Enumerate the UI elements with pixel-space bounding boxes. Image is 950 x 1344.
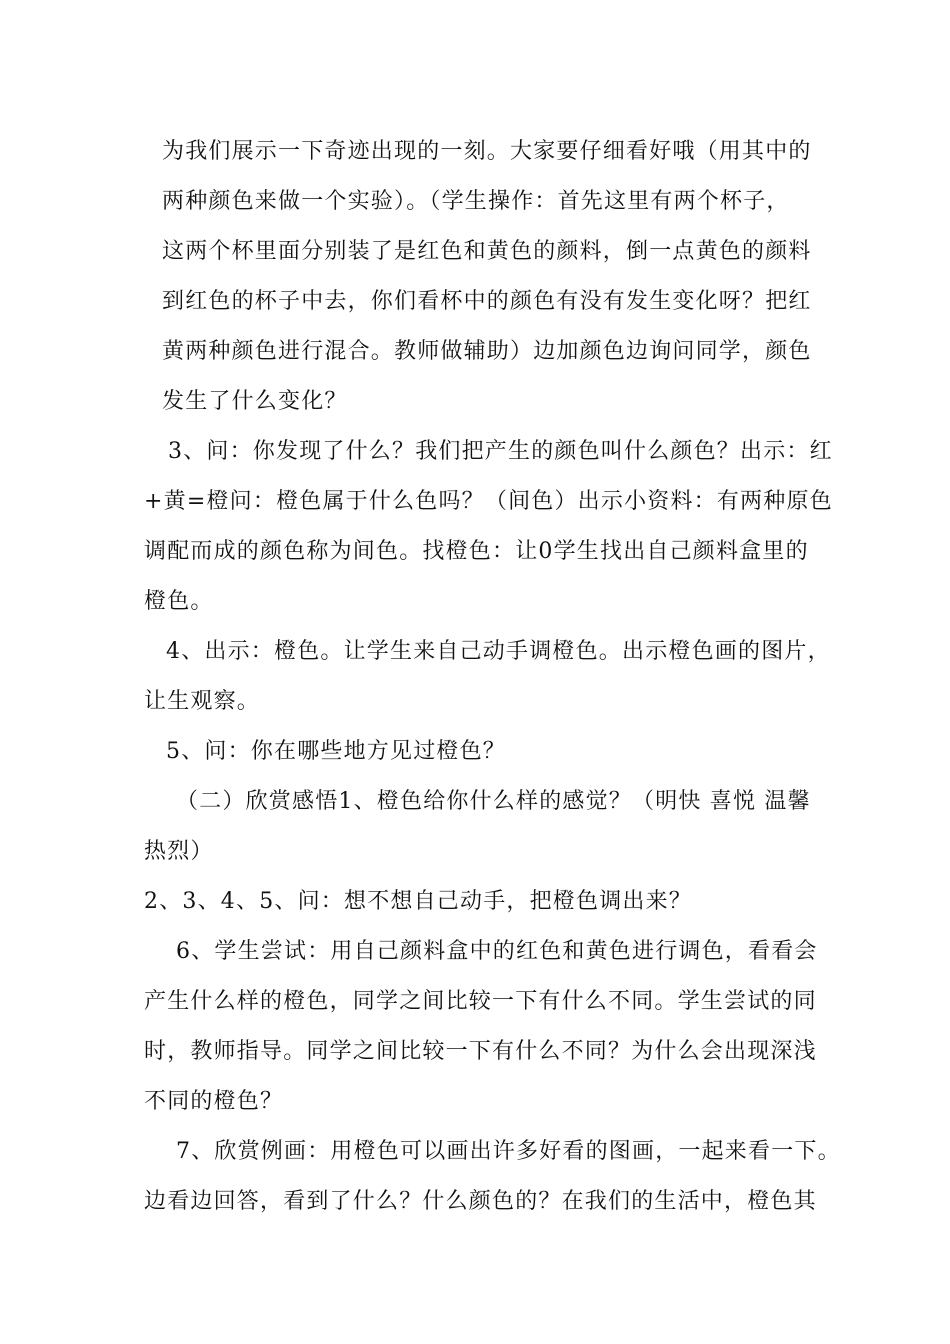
text-line: 7、欣赏例画：用橙色可以画出许多好看的图画，一起来看一下。	[176, 1139, 841, 1164]
text-line: +黄=橙问：橙色属于什么色吗？（间色）出示小资料：有两种原色	[144, 489, 833, 514]
text-line: 时，教师指导。同学之间比较一下有什么不同？为什么会出现深浅	[144, 1039, 817, 1064]
text-line: 让生观察。	[144, 689, 261, 714]
text-line: （二）欣赏感悟1、橙色给你什么样的感觉？（明快 喜悦 温馨	[176, 789, 811, 814]
text-line: 调配而成的颜色称为间色。找橙色：让0学生找出自己颜料盒里的	[144, 539, 809, 564]
text-line: 这两个杯里面分别装了是红色和黄色的颜料，倒一点黄色的颜料	[162, 239, 812, 264]
text-line: 为我们展示一下奇迹出现的一刻。大家要仔细看好哦（用其中的	[162, 139, 812, 164]
text-line: 两种颜色来做一个实验）。（学生操作：首先这里有两个杯子，	[162, 189, 790, 214]
text-line: 边看边回答，看到了什么？什么颜色的？在我们的生活中，橙色其	[144, 1189, 817, 1214]
text-line: 4、出示：橙色。让学生来自己动手调橙色。出示橙色画的图片，	[166, 639, 831, 664]
text-line: 5、问：你在哪些地方见过橙色？	[166, 739, 506, 764]
text-line: 橙色。	[144, 589, 214, 614]
text-line: 黄两种颜色进行混合。教师做辅助）边加颜色边询问同学，颜色	[162, 339, 812, 364]
text-line: 不同的橙色？	[144, 1089, 284, 1114]
text-line: 6、学生尝试：用自己颜料盒中的红色和黄色进行调色，看看会	[176, 939, 818, 964]
text-line: 2、3、4、5、问：想不想自己动手，把橙色调出来？	[144, 889, 692, 914]
text-line: 热烈）	[144, 839, 214, 864]
text-line: 3、问：你发现了什么？我们把产生的颜色叫什么颜色？出示：红	[168, 439, 833, 464]
text-line: 产生什么样的橙色，同学之间比较一下有什么不同。学生尝试的同	[144, 989, 817, 1014]
text-line: 到红色的杯子中去，你们看杯中的颜色有没有发生变化呀？把红	[162, 289, 812, 314]
text-line: 发生了什么变化？	[162, 389, 348, 414]
